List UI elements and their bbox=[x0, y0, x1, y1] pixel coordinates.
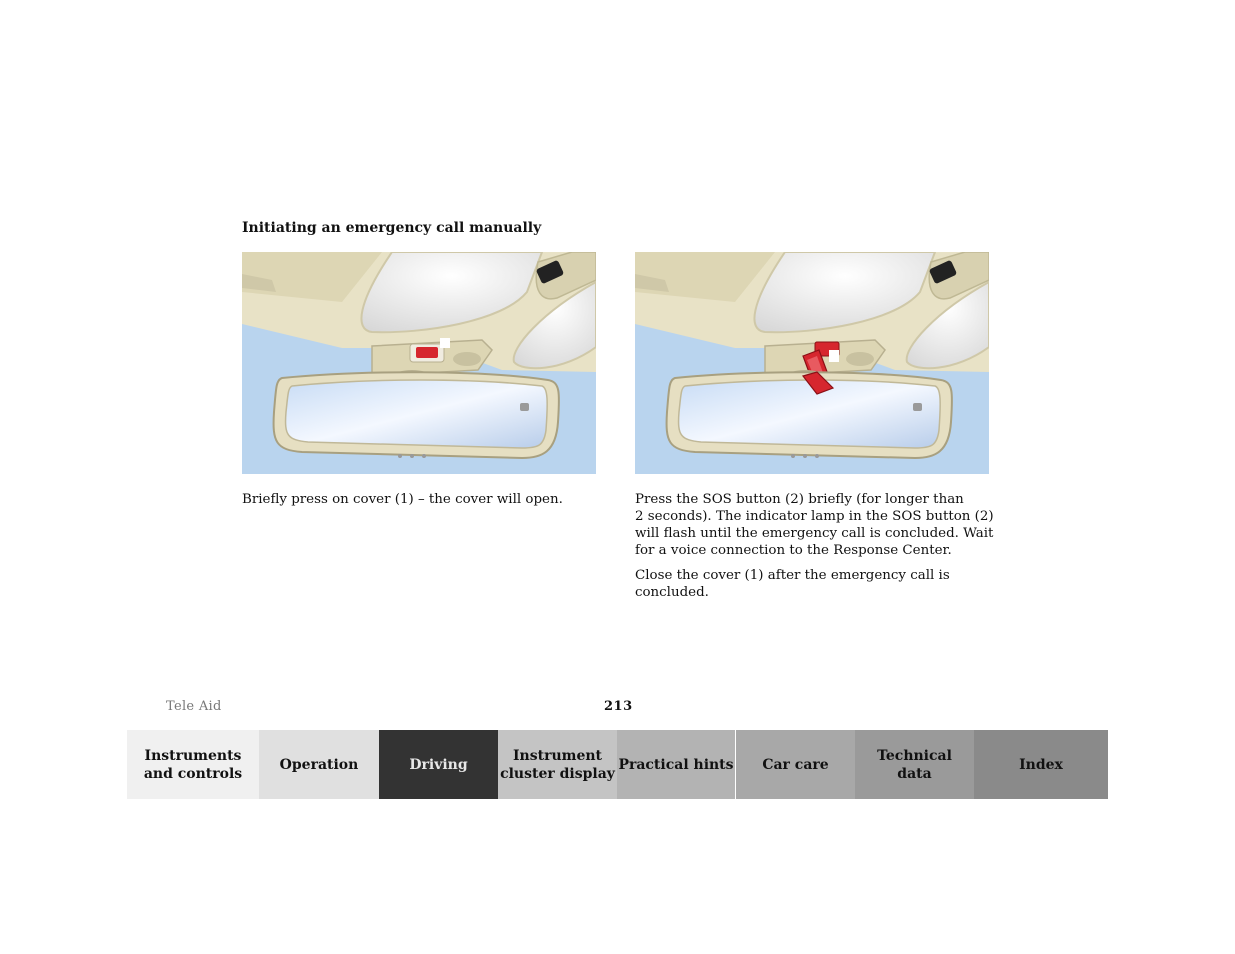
footer-section-name: Tele Aid bbox=[166, 699, 222, 714]
footer-page-number: 213 bbox=[604, 699, 633, 714]
nav-tab-driving[interactable]: Driving bbox=[379, 730, 498, 799]
instruction-open-cover: Briefly press on cover (1) – the cover will open. bbox=[242, 492, 563, 507]
illustration-cover-closed bbox=[242, 252, 596, 474]
instruction-press-sos: Press the SOS button (2) briefly (for longer than 2 seconds). The indicator lamp in the SOS button (2) will flash until the emergency call is concluded. Wait for a voice connection to the Response Center. bbox=[635, 492, 994, 558]
nav-tab-operation[interactable]: Operation bbox=[259, 730, 379, 799]
nav-tab-car-care[interactable]: Car care bbox=[736, 730, 855, 799]
illustration-cover-open bbox=[635, 252, 989, 474]
nav-tab-instruments-and-controls[interactable]: Instruments and controls bbox=[127, 730, 259, 799]
instruction-close-cover: Close the cover (1) after the emergency call is concluded. bbox=[635, 568, 950, 600]
chapter-nav bbox=[127, 730, 1108, 799]
nav-tab-technical-data[interactable]: Technical data bbox=[855, 730, 974, 799]
nav-tab-practical-hints[interactable]: Practical hints bbox=[617, 730, 736, 799]
nav-tab-index[interactable]: Index bbox=[974, 730, 1108, 799]
section-heading: Initiating an emergency call manually bbox=[242, 220, 542, 236]
nav-tab-instrument-cluster-display[interactable]: Instrument cluster display bbox=[498, 730, 617, 799]
